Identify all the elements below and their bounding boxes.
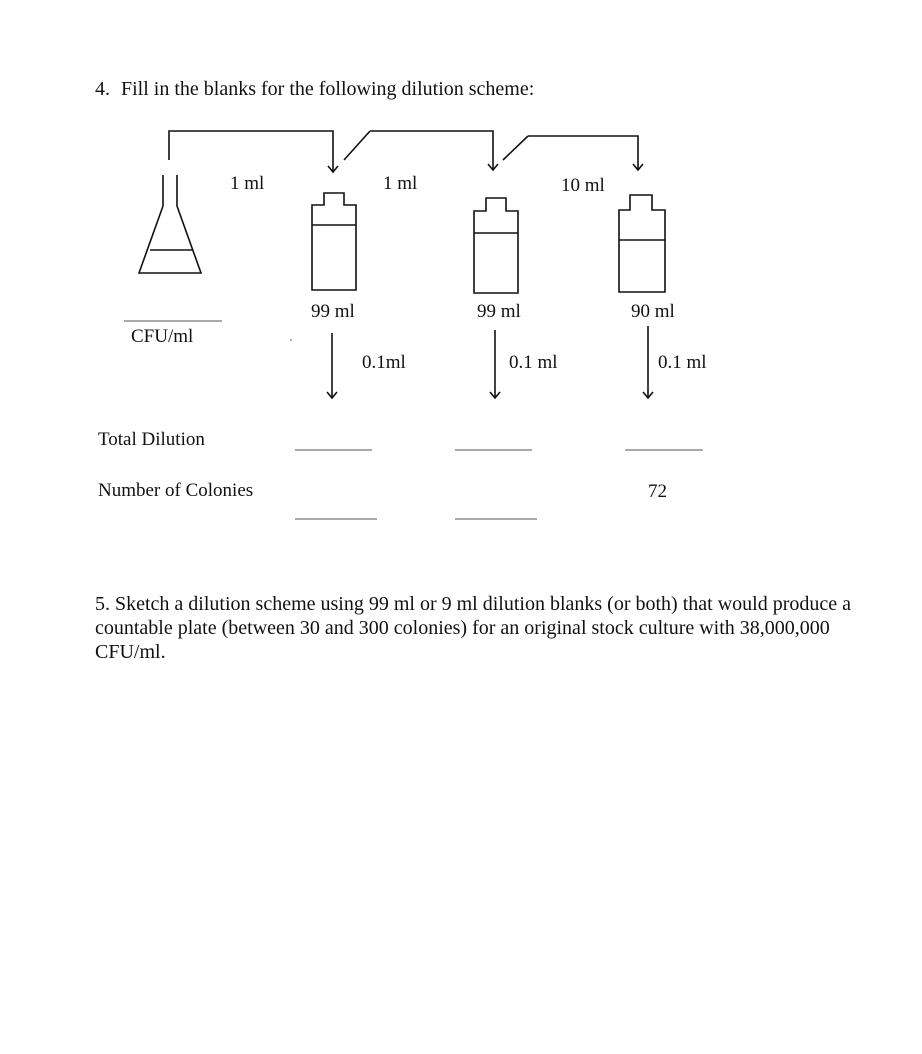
dilution-bottle-2 [474, 198, 518, 293]
total-dilution-label: Total Dilution [98, 429, 205, 450]
question-4-number: 4. [95, 78, 110, 100]
colonies-value: 72 [648, 481, 667, 502]
plate-volume-1: 0.1ml [362, 352, 406, 373]
dilution-bottle-1 [312, 193, 356, 290]
blank-volume-1: 99 ml [311, 301, 355, 322]
transfer-label-1: 1 ml [230, 173, 265, 194]
flask [139, 175, 201, 273]
stock-cfu-label: CFU/ml [131, 326, 194, 347]
transfer-label-2: 1 ml [383, 173, 418, 194]
transfer-label-3: 10 ml [561, 175, 605, 196]
dilution-bottle-3 [619, 195, 665, 292]
transfer-line-3 [528, 136, 638, 170]
transfer-slash-1 [344, 131, 370, 160]
stray-dot [290, 339, 292, 341]
transfer-line-1 [169, 131, 333, 172]
plate-volume-2: 0.1 ml [509, 352, 558, 373]
plate-volume-3: 0.1 ml [658, 352, 707, 373]
transfer-slash-2 [503, 136, 528, 160]
blank-volume-2: 99 ml [477, 301, 521, 322]
question-5-number: 5. [95, 593, 110, 615]
number-of-colonies-label: Number of Colonies [98, 480, 254, 501]
question-5 [95, 592, 895, 664]
question-5-text: Sketch a dilution scheme using 99 ml or 9 ml dilution blanks (or both) that would produce a countable plate (between 30 and 300 colonies) for an original stock culture with 38,000,000 CFU/ml. [95, 593, 851, 663]
blank-volume-3: 90 ml [631, 301, 675, 322]
question-4-text: Fill in the blanks for the following dilution scheme: [121, 78, 535, 100]
transfer-line-2 [370, 131, 493, 170]
